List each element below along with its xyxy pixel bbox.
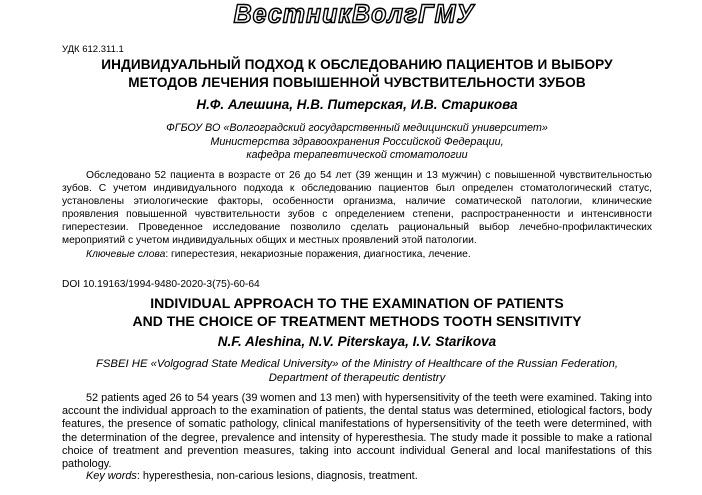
doi: DOI 10.19163/1994-9480-2020-3(75)-60-64 — [62, 279, 260, 290]
affiliation-ru-line-3: кафедра терапевтической стоматологии — [246, 149, 468, 161]
abstract-ru-text: Обследовано 52 пациента в возрасте от 26 до 54 лет (39 женщин и 13 мужчин) с повышенной чувствительностью зубов. С учетом индивидуального подхода к обследованию пациентов был определен стоматологический статус, установлены этиологические факторы, особенности организма, наличие соматической патологии, клинические проявления повышенной чувствительности зубов с определением степени, распространенности и интенсивности гиперестезии. Проведенное исследование позволило сделать рациональный выбор лечебно-профилактических мероприятий с учетом индивидуальных общих и местных проявлений этой патологии. — [62, 170, 652, 247]
affiliation-ru-line-1: ФГБОУ ВО «Волгоградский государственный медицинский университет» — [166, 122, 548, 134]
title-ru-line-1: ИНДИВИДУАЛЬНЫЙ ПОДХОД К ОБСЛЕДОВАНИЮ ПАЦИЕНТОВ И ВЫБОРУ — [101, 57, 613, 72]
keywords-ru — [62, 249, 652, 260]
title-en-line-1: INDIVIDUAL APPROACH TO THE EXAMINATION OF PATIENTS — [150, 295, 564, 311]
keywords-ru-label: Ключевые слова — [86, 249, 166, 260]
journal-masthead-text: ВестникВолгГМУ — [233, 0, 475, 29]
title-ru-line-2: МЕТОДОВ ЛЕЧЕНИЯ ПОВЫШЕННОЙ ЧУВСТВИТЕЛЬНОСТИ ЗУБОВ — [128, 75, 586, 90]
affiliation-en-line-1: FSBEI HE «Volgograd State Medical University» of the Ministry of Healthcare of the Russian Federation, — [96, 358, 618, 370]
title-en-line-2: AND THE CHOICE OF TREATMENT METHODS TOOTH SENSITIVITY — [132, 313, 582, 329]
affiliation-en-line-2: Department of therapeutic dentistry — [268, 372, 446, 384]
title-en — [62, 294, 652, 330]
abstract-en-text: 52 patients aged 26 to 54 years (39 women and 13 men) with hypersensitivity of the teeth were examined. Taking into account the individual approach to the examination of patients, the dental status was determined, etiological factors, body features, the presence of somatic pathology, clinical manifestations of hypersensitivity of the teeth were determined, with the determination of the degree, prevalence and intensity of hyperesthesia. The study made it possible to make a rational choice of treatment and prevention measures, taking into account individual General and local manifestations of this pathology. — [62, 392, 652, 471]
abstract-ru — [62, 169, 652, 248]
affiliation-ru — [62, 122, 652, 163]
udc-code: УДК 612.311.1 — [62, 44, 124, 55]
affiliation-en — [62, 357, 652, 385]
authors-en: N.F. Aleshina, N.V. Piterskaya, I.V. Starikova — [217, 334, 497, 349]
authors-ru: Н.Ф. Алешина, Н.В. Питерская, И.В. Старикова — [196, 97, 518, 112]
abstract-en — [62, 392, 652, 471]
keywords-en-list: : hyperesthesia, non-carious lesions, diagnosis, treatment. — [136, 470, 418, 482]
journal-masthead — [228, 0, 480, 28]
affiliation-ru-line-2: Министерства здравоохранения Российской Федерации, — [210, 135, 504, 148]
keywords-en-label: Key words — [86, 470, 137, 482]
title-ru — [62, 56, 652, 92]
keywords-ru-list: : гиперестезия, некариозные поражения, диагностика, лечение. — [165, 249, 471, 260]
keywords-en — [62, 470, 652, 482]
